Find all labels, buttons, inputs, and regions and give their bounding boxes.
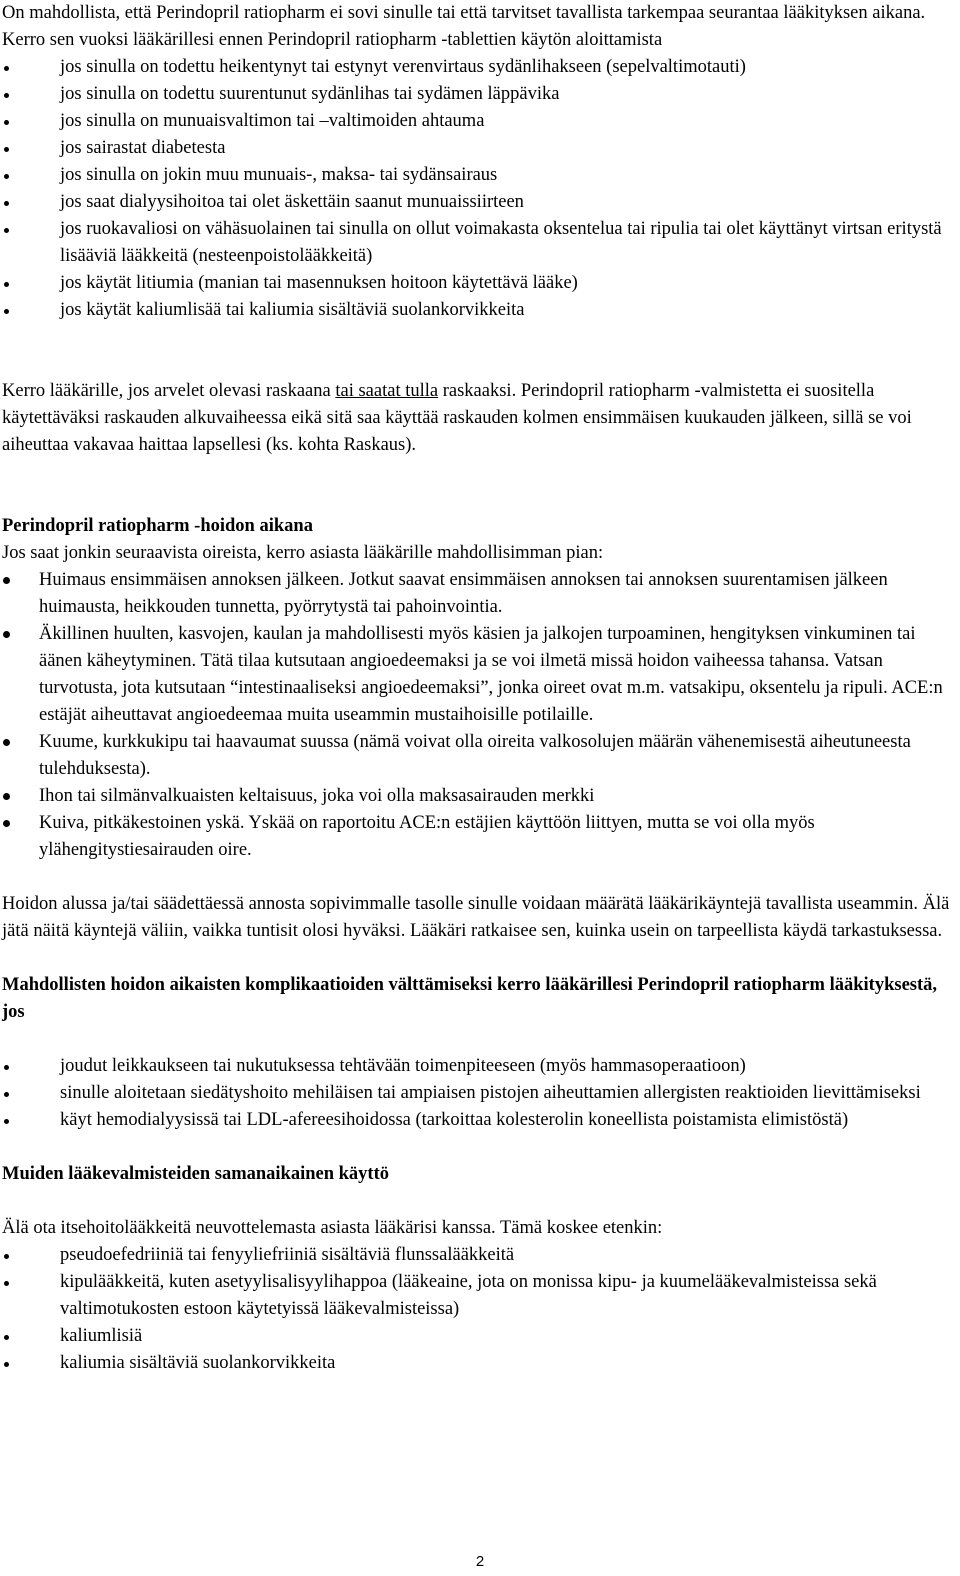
section-heading-other-medicines: Muiden lääkevalmisteiden samanaikainen käyttö	[2, 1164, 390, 1184]
document-page	[2, 0, 957, 1377]
list-item: jos sinulla on munuaisvaltimon tai –valtimoiden ahtauma	[2, 108, 957, 135]
list-item: jos käytät litiumia (manian tai masennuksen hoitoon käytettävä lääke)	[2, 270, 957, 297]
symptoms-list	[2, 567, 957, 864]
list-item: Kuume, kurkkukipu tai haavaumat suussa (nämä voivat olla oireita valkosolujen määrän vähenemisestä aiheutuneesta tulehduksesta).	[2, 729, 957, 783]
list-item: käyt hemodialyysissä tai LDL-afereesihoidossa (tarkoittaa kolesterolin koneellista poistamista elimistöstä)	[2, 1107, 957, 1134]
intro-paragraph: On mahdollista, että Perindopril ratiopharm ei sovi sinulle tai että tarvitset tavallista tarkempaa seurantaa lääkityksen aikana. Kerro sen vuoksi lääkärillesi ennen Perindopril ratiopharm -tablettien käytön aloittamista	[2, 3, 926, 50]
medicines-list	[2, 1242, 957, 1377]
followup-paragraph: Hoidon alussa ja/tai säädettäessä annosta sopivimmalle tasolle sinulle voidaan määrätä lääkärikäyntejä tavallista useammin. Älä jätä näitä käyntejä väliin, vaikka tuntisit olosi hyväksi. Lääkäri ratkaisee sen, kuinka usein on tarpeellista käydä tarkastuksessa.	[2, 894, 950, 941]
list-item: pseudoefedriiniä tai fenyyliefriiniä sisältäviä flunssalääkkeitä	[2, 1242, 957, 1269]
pregnancy-text-after: raskaaksi. Perindopril ratiopharm -valmistetta ei suositella käytettäväksi raskauden alkuvaiheessa eikä sitä saa käyttää raskauden kolmen ensimmäisen kuukauden jälkeen, sillä se voi aiheuttaa vakavaa haittaa lapsellesi (ks. kohta Raskaus).	[2, 381, 912, 455]
list-item: jos sinulla on todettu heikentynyt tai estynyt verenvirtaus sydänlihakseen (sepelvaltimotauti)	[2, 54, 957, 81]
list-item: jos saat dialyysihoitoa tai olet äskettäin saanut munuaissiirteen	[2, 189, 957, 216]
section-heading-during-treatment: Perindopril ratiopharm -hoidon aikana	[2, 516, 313, 536]
complications-list	[2, 1053, 957, 1134]
list-item: joudut leikkaukseen tai nukutuksessa tehtävään toimenpiteeseen (myös hammasoperaatioon)	[2, 1053, 957, 1080]
list-item: Huimaus ensimmäisen annoksen jälkeen. Jotkut saavat ensimmäisen annoksen tai annoksen suurentamisen jälkeen huimausta, heikkouden tunnetta, pyörrytystä tai pahoinvointia.	[2, 567, 957, 621]
pregnancy-paragraph	[2, 378, 957, 459]
list-item: Äkillinen huulten, kasvojen, kaulan ja mahdollisesti myös käsien ja jalkojen turpoaminen, hengityksen vinkuminen tai äänen käheytyminen. Tätä tilaa kutsutaan angioedeemaksi ja se voi ilmetä missä hoidon vaiheessa tahansa. Vatsan turvotusta, jota kutsutaan “intestinaaliseksi angioedeemaksi”, jonka oireet ovat m.m. vatsakipu, oksentelu ja ripuli. ACE:n estäjät aiheuttavat angioedeemaa muita useammin mustaihoisille potilaille.	[2, 621, 957, 729]
list-item: kipulääkkeitä, kuten asetyylisalisyylihappoa (lääkeaine, jota on monissa kipu- ja kuumelääkevalmisteissa sekä valtimotukosten estoon käytetyissä lääkevalmisteissa)	[2, 1269, 957, 1323]
list-item: kaliumia sisältäviä suolankorvikkeita	[2, 1350, 957, 1377]
page-number: 2	[475, 1553, 485, 1570]
list-item: sinulle aloitetaan siedätyshoito mehiläisen tai ampiaisen pistojen aiheuttamien allergisten reaktioiden lievittämiseksi	[2, 1080, 957, 1107]
pregnancy-underlined: tai saatat tulla	[335, 381, 439, 401]
section-intro: Jos saat jonkin seuraavista oireista, kerro asiasta lääkärille mahdollisimman pian:	[2, 543, 604, 563]
list-item: Ihon tai silmänvalkuaisten keltaisuus, joka voi olla maksasairauden merkki	[2, 783, 957, 810]
list-item: jos sinulla on todettu suurentunut sydänlihas tai sydämen läppävika	[2, 81, 957, 108]
pregnancy-text-before: Kerro lääkärille, jos arvelet olevasi raskaana	[2, 381, 336, 401]
list-item: jos sairastat diabetesta	[2, 135, 957, 162]
section-heading-complications: Mahdollisten hoidon aikaisten komplikaatioiden välttämiseksi kerro lääkärillesi Perindopril ratiopharm lääkityksestä, jos	[2, 975, 938, 1022]
precautions-list	[2, 54, 957, 324]
list-item: jos käytät kaliumlisää tai kaliumia sisältäviä suolankorvikkeita	[2, 297, 957, 324]
list-item: jos sinulla on jokin muu munuais-, maksa- tai sydänsairaus	[2, 162, 957, 189]
list-item: Kuiva, pitkäkestoinen yskä. Yskää on raportoitu ACE:n estäjien käyttöön liittyen, mutta se voi olla myös ylähengitystiesairauden oire.	[2, 810, 957, 864]
section-intro: Älä ota itsehoitolääkkeitä neuvottelemasta asiasta lääkärisi kanssa. Tämä koskee etenkin:	[2, 1218, 663, 1238]
list-item: kaliumlisiä	[2, 1323, 957, 1350]
list-item: jos ruokavaliosi on vähäsuolainen tai sinulla on ollut voimakasta oksentelua tai ripulia tai olet käyttänyt virtsan eritystä lisääviä lääkkeitä (nesteenpoistolääkkeitä)	[2, 216, 957, 270]
